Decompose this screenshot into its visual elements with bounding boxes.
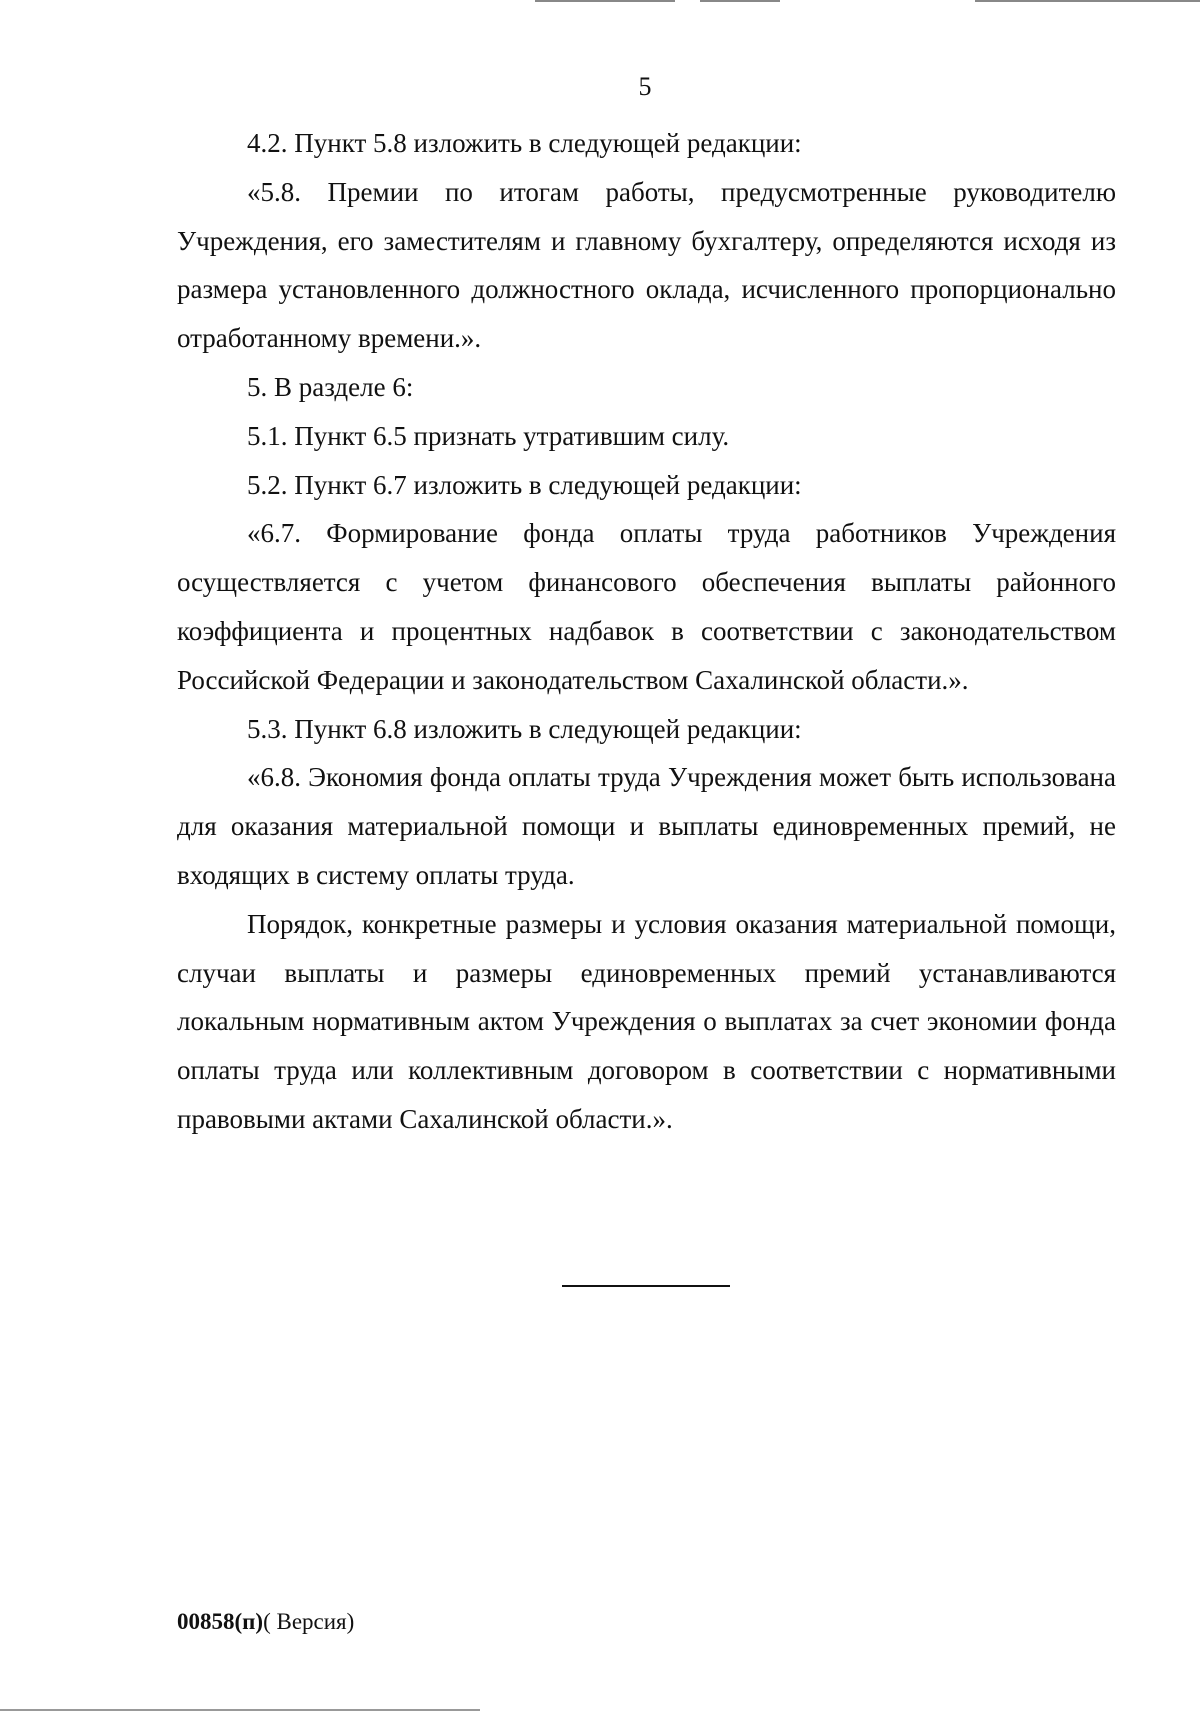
paragraph-5-8-text: «5.8. Премии по итогам работы, предусмотренные руководителю Учреждения, его заместителям и главному бухгалтеру, определяются исходя из размера установленного должностного оклада, исчисленного пропорционально отработанному времени.». <box>177 176 1116 354</box>
end-of-text-divider <box>562 1285 730 1287</box>
document-version-label: ( Версия) <box>263 1609 355 1634</box>
document-body <box>177 119 1116 1144</box>
scan-edge-line <box>700 0 780 2</box>
document-code: 00858(п) <box>177 1609 264 1634</box>
document-footer <box>177 1609 354 1635</box>
paragraph-5-2: 5.2. Пункт 6.7 изложить в следующей редакции: <box>247 469 802 500</box>
paragraph-section-5: 5. В разделе 6: <box>247 371 414 402</box>
scan-edge-line <box>975 0 1200 2</box>
scan-edge-line <box>535 0 675 2</box>
paragraph-procedure: Порядок, конкретные размеры и условия оказания материальной помощи, случаи выплаты и размеры единовременных премий устанавливаются локальным нормативным актом Учреждения о выплатах за счет экономии фонда оплаты труда или коллективным договором в соответствии с нормативными правовыми актами Сахалинской области.». <box>177 908 1116 1134</box>
paragraph-5-3: 5.3. Пункт 6.8 изложить в следующей редакции: <box>247 713 802 744</box>
paragraph-5-1: 5.1. Пункт 6.5 признать утратившим силу. <box>247 420 730 451</box>
page-number: 5 <box>638 72 652 101</box>
paragraph-4-2: 4.2. Пункт 5.8 изложить в следующей редакции: <box>247 128 802 158</box>
paragraph-6-8-text: «6.8. Экономия фонда оплаты труда Учреждения может быть использована для оказания материальной помощи и выплаты единовременных премий, не входящих в систему оплаты труда. <box>177 762 1116 890</box>
paragraph-6-7-text: «6.7. Формирование фонда оплаты труда работников Учреждения осуществляется с учетом финансового обеспечения выплаты районного коэффициента и процентных надбавок в соответствии с законодательством Российской Федерации и законодательством Сахалинской области.». <box>177 518 1116 695</box>
